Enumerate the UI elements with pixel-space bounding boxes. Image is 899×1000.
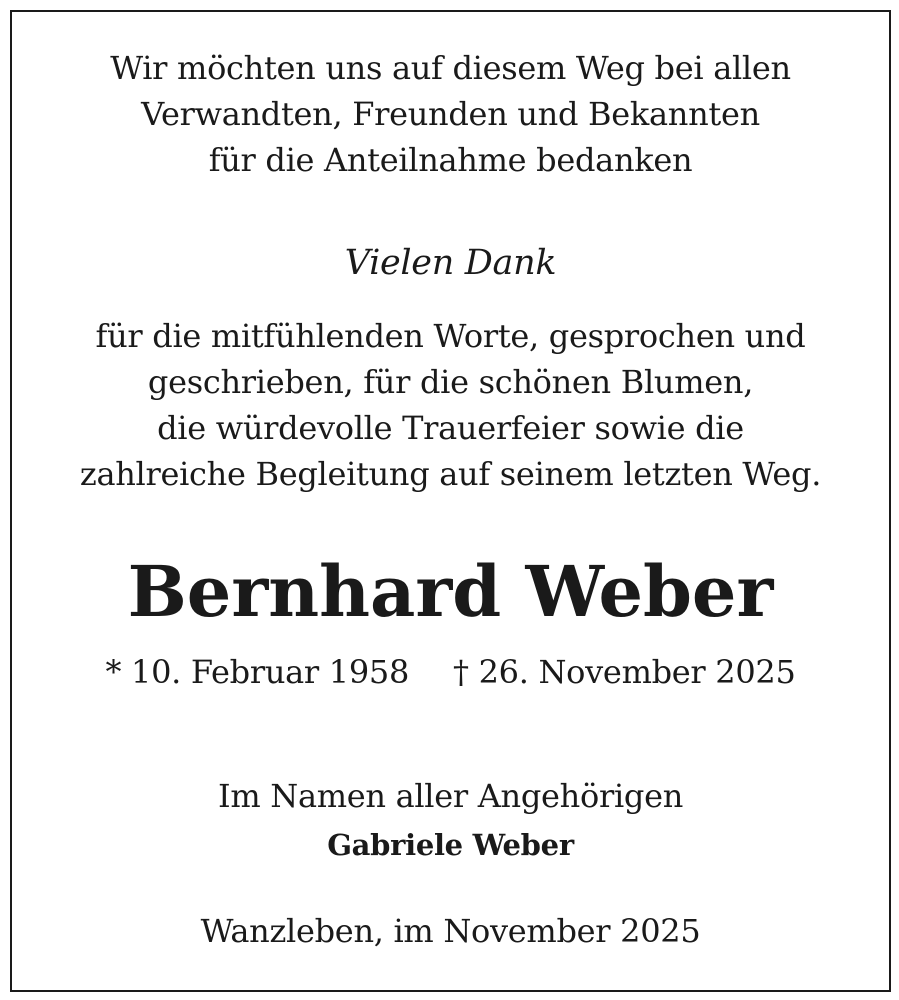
death-date: † 26. November 2025 xyxy=(453,653,796,691)
intro-line: Wir möchten uns auf diesem Weg bei allen xyxy=(110,49,791,87)
thanks-line: die würdevolle Trauerfeier sowie die xyxy=(157,409,744,447)
life-dates xyxy=(12,649,889,695)
intro-text xyxy=(12,45,889,183)
intro-line: Verwandten, Freunden und Bekannten xyxy=(141,95,760,133)
vielen-dank-heading: Vielen Dank xyxy=(344,243,557,283)
on-behalf-text: Im Namen aller Angehörigen xyxy=(217,777,684,815)
intro-line: für die Anteilnahme bedanken xyxy=(208,141,693,179)
thanks-line: für die mitfühlenden Worte, gesprochen und xyxy=(95,317,806,355)
obituary-notice xyxy=(10,10,891,992)
thanks-line: zahlreiche Begleitung auf seinem letzten Weg. xyxy=(79,455,822,493)
deceased-name: Bernhard Weber xyxy=(127,550,774,633)
signer-name: Gabriele Weber xyxy=(327,828,574,862)
place-date: Wanzleben, im November 2025 xyxy=(200,912,701,950)
thanks-text xyxy=(12,313,889,497)
thanks-line: geschrieben, für die schönen Blumen, xyxy=(147,363,754,401)
birth-date: * 10. Februar 1958 xyxy=(105,653,410,691)
